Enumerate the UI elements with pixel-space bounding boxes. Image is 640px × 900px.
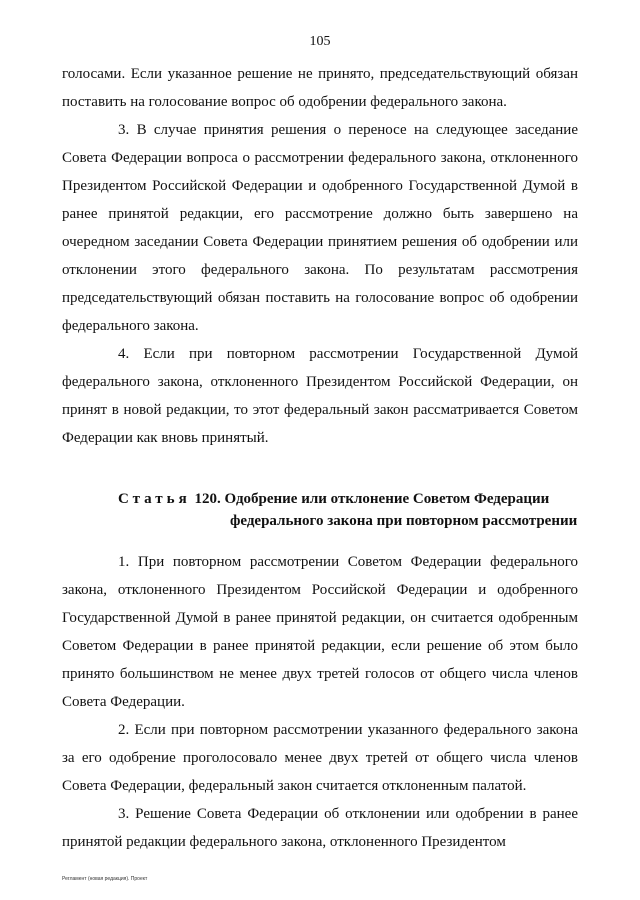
article-number-title: 120. Одобрение или отклонение Советом Федерации [194,491,550,507]
footer-note: Регламент (новая редакция). Проект [62,876,148,882]
page-number: 105 [309,34,331,49]
article-paragraph-1: 1. При повторном рассмотрении Советом Федерации федерального закона, отклоненного Президентом Российской Федерации и одобренного Государственной Думой в ранее принятой редакции, он считается одобренным Советом Федерации в ранее принятой редакции, если решение об этом было принято большинством не менее двух третей голосов от общего числа членов Совета Федерации. [62,554,578,710]
article-heading [62,488,578,532]
article-paragraph-2: 2. Если при повторном рассмотрении указанного федерального закона за его одобрение проголосовало менее двух третей от общего числа членов Совета Федерации, федеральный закон считается отклоненным палатой. [62,722,578,794]
article-paragraph-3: 3. Решение Совета Федерации об отклонении или одобрении в ранее принятой редакции федерального закона, отклоненного Президентом [62,806,578,850]
paragraph-3: 3. В случае принятия решения о переносе на следующее заседание Совета Федерации вопроса о рассмотрении федерального закона, отклоненного Президентом Российской Федерации и одобренного Государственной Думой в ранее принятой редакции, его рассмотрение должно быть завершено на очередном заседании Совета Федерации принятием решения об одобрении или отклонении этого федерального закона. По результатам рассмотрения председательствующий обязан поставить на голосование вопрос об одобрении федерального закона. [62,122,578,334]
document-body [62,60,578,856]
paragraph-4: 4. Если при повторном рассмотрении Государственной Думой федерального закона, отклоненного Президентом Российской Федерации, он принят в новой редакции, то этот федеральный закон рассматривается Советом Федерации как вновь принятый. [62,346,578,446]
article-heading-line-2: федерального закона при повторном рассмотрении [230,513,578,529]
article-heading-line-1 [62,488,578,510]
paragraph-continuation: голосами. Если указанное решение не принято, председательствующий обязан поставить на голосование вопрос об одобрении федерального закона. [62,66,578,110]
article-word: Статья [118,491,191,507]
